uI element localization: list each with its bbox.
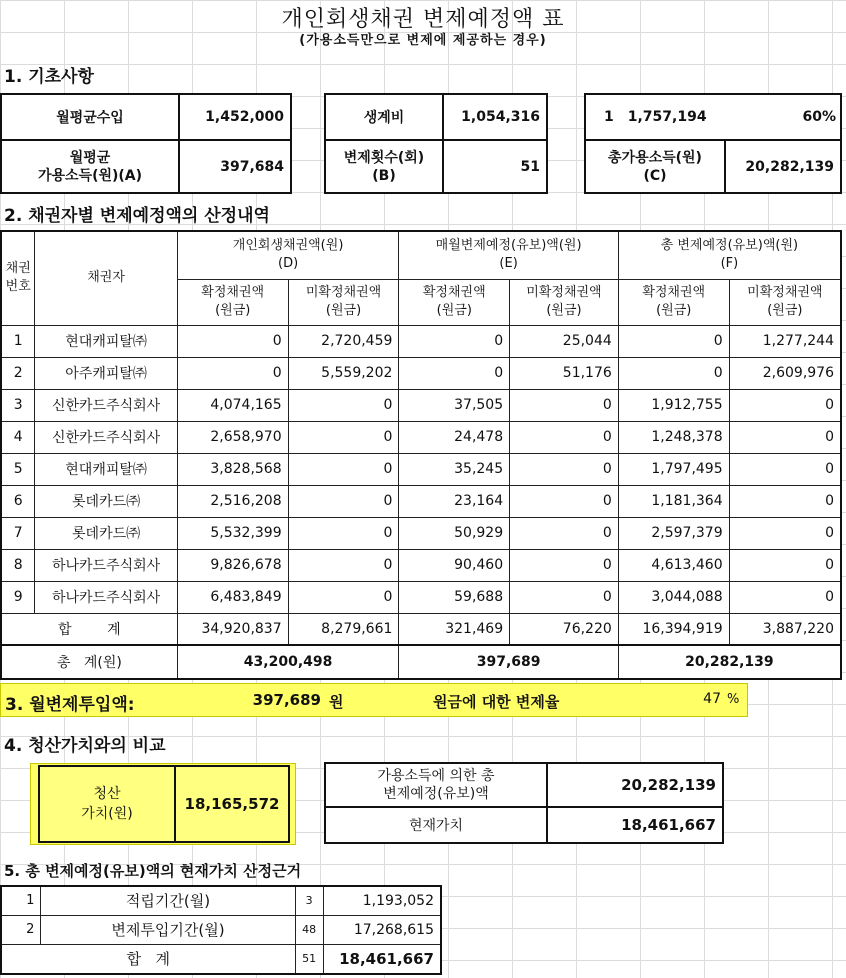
cell-f-fixed[interactable]: 1,248,378 bbox=[618, 421, 729, 453]
pv-row-label: 적립기간(월) bbox=[41, 886, 295, 915]
cell-e-fixed[interactable]: 59,688 bbox=[399, 581, 510, 613]
pv-sum-value: 18,461,667 bbox=[323, 944, 441, 974]
total-repayment-label: 가용소득에 의한 총 변제예정(유보)액 bbox=[325, 763, 547, 807]
row-no: 3 bbox=[1, 389, 35, 421]
row-no: 4 bbox=[1, 421, 35, 453]
liquidation-table bbox=[38, 765, 290, 843]
col-header-group-d: 개인회생채권액(원) (D) bbox=[177, 231, 399, 279]
creditor-rows bbox=[1, 325, 841, 613]
total-label: 총 계(원) bbox=[1, 645, 177, 679]
income-label: 월평균수입 bbox=[1, 94, 179, 140]
living-table bbox=[324, 93, 548, 194]
cell-e-fixed[interactable]: 23,164 bbox=[399, 485, 510, 517]
cell-d-unfixed[interactable]: 0 bbox=[288, 389, 399, 421]
table-row bbox=[1, 886, 441, 915]
row-no: 5 bbox=[1, 453, 35, 485]
cell-d-fixed[interactable]: 9,826,678 bbox=[177, 549, 288, 581]
sum-label: 합 계 bbox=[1, 613, 177, 645]
available-income-value[interactable]: 397,684 bbox=[179, 140, 291, 193]
table-row bbox=[1, 389, 841, 421]
creditor-name[interactable]: 신한카드주식회사 bbox=[35, 421, 177, 453]
misc-value-2: 1,757,194 bbox=[627, 109, 707, 125]
page-title: 개인회생채권 변제예정액 표 bbox=[281, 7, 565, 32]
table-row bbox=[1, 485, 841, 517]
cell-e-fixed[interactable]: 90,460 bbox=[399, 549, 510, 581]
sum-e-fixed: 321,469 bbox=[399, 613, 510, 645]
sum-e-unfixed: 76,220 bbox=[510, 613, 619, 645]
col-header-e-fixed: 확정채권액 (원금) bbox=[399, 279, 510, 325]
cell-f-fixed[interactable]: 1,181,364 bbox=[618, 485, 729, 517]
cell-d-fixed[interactable]: 0 bbox=[177, 325, 288, 357]
monthly-payment-value: 397,689 bbox=[252, 691, 321, 709]
sum-f-unfixed: 3,887,220 bbox=[729, 613, 841, 645]
available-income-label: 월평균 가용소득(원)(A) bbox=[1, 140, 179, 193]
cell-f-unfixed[interactable]: 0 bbox=[729, 517, 841, 549]
cell-f-fixed[interactable]: 1,912,755 bbox=[618, 389, 729, 421]
cell-e-fixed[interactable]: 35,245 bbox=[399, 453, 510, 485]
table-row bbox=[1, 421, 841, 453]
cell-f-unfixed[interactable]: 0 bbox=[729, 549, 841, 581]
col-header-no: 채권 번호 bbox=[1, 231, 35, 325]
cell-e-fixed[interactable]: 0 bbox=[399, 357, 510, 389]
row-no: 6 bbox=[1, 485, 35, 517]
col-header-e-unfixed: 미확정채권액 (원금) bbox=[510, 279, 619, 325]
monthly-payment-unit: 원 bbox=[329, 693, 344, 711]
pv-basis-table bbox=[0, 885, 442, 975]
total-income-label: 총가용소득(원) (C) bbox=[585, 140, 725, 193]
living-cost-label: 생계비 bbox=[325, 94, 443, 140]
col-header-group-e: 매월변제예정(유보)액(원) (E) bbox=[399, 231, 618, 279]
liquidation-label: 청산 가치(원) bbox=[39, 766, 175, 842]
pv-sum-label: 합 계 bbox=[1, 944, 295, 974]
section5-title: 5. 총 변제예정(유보)액의 현재가치 산정근거 bbox=[4, 862, 302, 880]
cell-d-unfixed[interactable]: 0 bbox=[288, 485, 399, 517]
table-row bbox=[1, 357, 841, 389]
cell-e-unfixed[interactable]: 0 bbox=[510, 485, 619, 517]
col-header-group-f: 총 변제예정(유보)액(원) (F) bbox=[618, 231, 841, 279]
table-row bbox=[1, 915, 441, 944]
pv-row-no: 2 bbox=[1, 915, 41, 944]
pv-row-value: 17,268,615 bbox=[323, 915, 441, 944]
row-no: 7 bbox=[1, 517, 35, 549]
row-no: 9 bbox=[1, 581, 35, 613]
creditor-name[interactable]: 현대캐피탈㈜ bbox=[35, 453, 177, 485]
cell-e-fixed[interactable]: 50,929 bbox=[399, 517, 510, 549]
section4-title: 4. 청산가치와의 비교 bbox=[4, 736, 166, 756]
cell-e-unfixed[interactable]: 51,176 bbox=[510, 357, 619, 389]
cell-e-fixed[interactable]: 0 bbox=[399, 325, 510, 357]
cell-f-fixed[interactable]: 4,613,460 bbox=[618, 549, 729, 581]
creditor-name[interactable]: 롯데카드㈜ bbox=[35, 517, 177, 549]
creditor-name[interactable]: 현대캐피탈㈜ bbox=[35, 325, 177, 357]
table-row bbox=[1, 581, 841, 613]
cell-f-fixed[interactable]: 2,597,379 bbox=[618, 517, 729, 549]
pv-row-months: 48 bbox=[295, 915, 323, 944]
total-income-value[interactable]: 20,282,139 bbox=[725, 140, 841, 193]
repayment-rate-label: 원금에 대한 변제율 bbox=[433, 693, 560, 711]
cell-d-unfixed[interactable]: 0 bbox=[288, 581, 399, 613]
cell-e-unfixed[interactable]: 0 bbox=[510, 389, 619, 421]
cell-e-fixed[interactable]: 24,478 bbox=[399, 421, 510, 453]
col-header-creditor: 채권자 bbox=[35, 231, 177, 325]
col-header-d-unfixed: 미확정채권액 (원금) bbox=[288, 279, 399, 325]
col-header-f-unfixed: 미확정채권액 (원금) bbox=[729, 279, 841, 325]
cell-e-unfixed[interactable]: 0 bbox=[510, 421, 619, 453]
cell-d-unfixed[interactable]: 0 bbox=[288, 549, 399, 581]
cell-d-unfixed[interactable]: 2,720,459 bbox=[288, 325, 399, 357]
cell-f-unfixed[interactable]: 0 bbox=[729, 453, 841, 485]
cell-f-unfixed[interactable]: 0 bbox=[729, 485, 841, 517]
pv-row-no: 1 bbox=[1, 886, 41, 915]
sum-d-unfixed: 8,279,661 bbox=[288, 613, 399, 645]
cell-f-fixed[interactable]: 1,797,495 bbox=[618, 453, 729, 485]
income-value[interactable]: 1,452,000 bbox=[179, 94, 291, 140]
liquidation-value[interactable]: 18,165,572 bbox=[175, 766, 289, 842]
cell-e-unfixed[interactable]: 0 bbox=[510, 549, 619, 581]
row-no: 8 bbox=[1, 549, 35, 581]
creditor-name[interactable]: 롯데카드㈜ bbox=[35, 485, 177, 517]
repayment-count-value[interactable]: 51 bbox=[443, 140, 547, 193]
cell-e-unfixed[interactable]: 0 bbox=[510, 517, 619, 549]
cell-d-unfixed[interactable]: 5,559,202 bbox=[288, 357, 399, 389]
page-subtitle: (가용소득만으로 변제에 제공하는 경우) bbox=[299, 33, 547, 48]
pv-rows bbox=[1, 886, 441, 944]
sum-d-fixed: 34,920,837 bbox=[177, 613, 288, 645]
cell-e-fixed[interactable]: 37,505 bbox=[399, 389, 510, 421]
cell-d-fixed[interactable]: 4,074,165 bbox=[177, 389, 288, 421]
cell-d-unfixed[interactable]: 0 bbox=[288, 453, 399, 485]
total-f: 20,282,139 bbox=[618, 645, 841, 679]
income-table bbox=[0, 93, 292, 194]
pv-sum-months: 51 bbox=[295, 944, 323, 974]
cell-e-unfixed[interactable]: 0 bbox=[510, 453, 619, 485]
misc-value-1: 1 bbox=[604, 109, 614, 125]
table-row bbox=[1, 325, 841, 357]
present-value-table bbox=[324, 762, 724, 844]
cell-d-fixed[interactable]: 3,828,568 bbox=[177, 453, 288, 485]
total-d: 43,200,498 bbox=[177, 645, 399, 679]
total-repayment-value[interactable]: 20,282,139 bbox=[547, 763, 723, 807]
sum-f-fixed: 16,394,919 bbox=[618, 613, 729, 645]
cell-e-unfixed[interactable]: 25,044 bbox=[510, 325, 619, 357]
section3-title: 3. 월변제투입액: bbox=[5, 695, 135, 715]
total-e: 397,689 bbox=[399, 645, 618, 679]
cell-d-unfixed[interactable]: 0 bbox=[288, 517, 399, 549]
pv-row-months: 3 bbox=[295, 886, 323, 915]
table-row bbox=[1, 453, 841, 485]
cell-d-fixed[interactable]: 2,516,208 bbox=[177, 485, 288, 517]
col-header-f-fixed: 확정채권액 (원금) bbox=[618, 279, 729, 325]
creditor-name[interactable]: 신한카드주식회사 bbox=[35, 389, 177, 421]
cell-f-unfixed[interactable]: 0 bbox=[729, 389, 841, 421]
creditor-table bbox=[0, 230, 842, 680]
total-income-table bbox=[584, 93, 842, 194]
creditor-name[interactable]: 하나카드주식회사 bbox=[35, 581, 177, 613]
table-row bbox=[1, 517, 841, 549]
repayment-rate-unit: % bbox=[727, 692, 740, 707]
monthly-payment-bar bbox=[0, 683, 748, 717]
cell-f-fixed[interactable]: 0 bbox=[618, 357, 729, 389]
section1-title: 1. 기초사항 bbox=[4, 67, 94, 87]
repayment-rate-value: 47 bbox=[703, 691, 721, 707]
creditor-name[interactable]: 아주캐피탈㈜ bbox=[35, 357, 177, 389]
cell-d-unfixed[interactable]: 0 bbox=[288, 421, 399, 453]
pv-row-value: 1,193,052 bbox=[323, 886, 441, 915]
present-value-value[interactable]: 18,461,667 bbox=[547, 807, 723, 843]
living-cost-value[interactable]: 1,054,316 bbox=[443, 94, 547, 140]
row-no: 1 bbox=[1, 325, 35, 357]
cell-f-fixed[interactable]: 3,044,088 bbox=[618, 581, 729, 613]
cell-f-unfixed[interactable]: 2,609,976 bbox=[729, 357, 841, 389]
col-header-d-fixed: 확정채권액 (원금) bbox=[177, 279, 288, 325]
row-no: 2 bbox=[1, 357, 35, 389]
section2-title: 2. 채권자별 변제예정액의 산정내역 bbox=[4, 206, 270, 226]
creditor-name[interactable]: 하나카드주식회사 bbox=[35, 549, 177, 581]
pv-row-label: 변제투입기간(월) bbox=[41, 915, 295, 944]
cell-f-unfixed[interactable]: 0 bbox=[729, 581, 841, 613]
cell-f-unfixed[interactable]: 1,277,244 bbox=[729, 325, 841, 357]
misc-value-3: 60% bbox=[802, 109, 836, 125]
cell-d-fixed[interactable]: 6,483,849 bbox=[177, 581, 288, 613]
cell-d-fixed[interactable]: 2,658,970 bbox=[177, 421, 288, 453]
cell-f-fixed[interactable]: 0 bbox=[618, 325, 729, 357]
table-row bbox=[1, 549, 841, 581]
misc-values-cell bbox=[585, 94, 841, 140]
present-value-label: 현재가치 bbox=[325, 807, 547, 843]
cell-f-unfixed[interactable]: 0 bbox=[729, 421, 841, 453]
cell-d-fixed[interactable]: 5,532,399 bbox=[177, 517, 288, 549]
cell-d-fixed[interactable]: 0 bbox=[177, 357, 288, 389]
repayment-count-label: 변제횟수(회) (B) bbox=[325, 140, 443, 193]
cell-e-unfixed[interactable]: 0 bbox=[510, 581, 619, 613]
